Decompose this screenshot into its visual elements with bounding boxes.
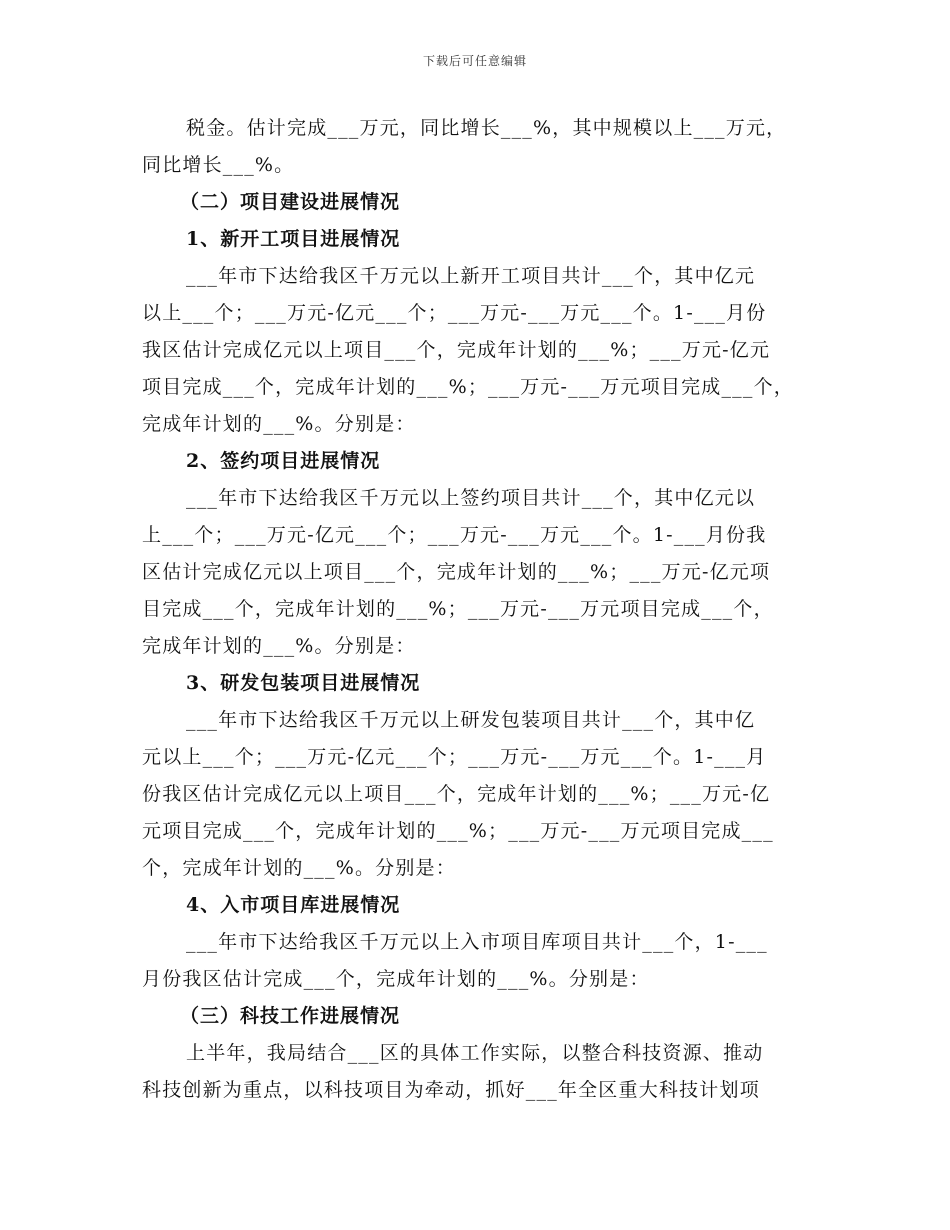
paragraph-line: 税金。估计完成___万元，同比增长___%，其中规模以上___万元， <box>186 117 787 139</box>
subsection-heading: 4、入市项目库进展情况 <box>186 894 401 916</box>
paragraph-line: ___年市下达给我区千万元以上签约项目共计___个，其中亿元以 <box>186 487 756 509</box>
paragraph-line: ___年市下达给我区千万元以上入市项目库项目共计___个，1-___ <box>186 931 768 953</box>
paragraph-line: 上半年，我局结合___区的具体工作实际，以整合科技资源、推动 <box>186 1042 764 1064</box>
paragraph-line: 目完成___个，完成年计划的___%；___万元-___万元项目完成___个， <box>142 598 774 620</box>
paragraph-line: 区估计完成亿元以上项目___个，完成年计划的___%；___万元-亿元项 <box>142 561 771 583</box>
subsection-heading: 2、签约项目进展情况 <box>186 450 381 472</box>
paragraph-line: 完成年计划的___%。分别是： <box>142 413 416 435</box>
paragraph-line: 份我区估计完成亿元以上项目___个，完成年计划的___%；___万元-亿 <box>142 783 771 805</box>
paragraph-line: 元项目完成___个，完成年计划的___%；___万元-___万元项目完成___ <box>142 820 774 842</box>
paragraph-line: 科技创新为重点，以科技项目为牵动，抓好___年全区重大科技计划项 <box>142 1079 760 1101</box>
subsection-heading: 1、新开工项目进展情况 <box>186 228 401 250</box>
subsection-heading: 3、研发包装项目进展情况 <box>186 672 421 694</box>
paragraph-line: ___年市下达给我区千万元以上新开工项目共计___个，其中亿元 <box>186 265 756 287</box>
paragraph-line: 个，完成年计划的___%。分别是： <box>142 857 456 879</box>
paragraph-line: ___年市下达给我区千万元以上研发包装项目共计___个，其中亿 <box>186 709 756 731</box>
document-body <box>142 110 810 1109</box>
paragraph-line: 完成年计划的___%。分别是： <box>142 635 416 657</box>
paragraph-line: 元以上___个；___万元-亿元___个；___万元-___万元___个。1-___月 <box>142 746 767 768</box>
paragraph-line: 以上___个；___万元-亿元___个；___万元-___万元___个。1-___月份 <box>142 302 767 324</box>
page-header: 下载后可任意编辑 <box>422 54 527 68</box>
paragraph-line: 项目完成___个，完成年计划的___%；___万元-___万元项目完成___个， <box>142 376 794 398</box>
paragraph-line: 同比增长___%。 <box>142 154 295 176</box>
paragraph-line: 月份我区估计完成___个，完成年计划的___%。分别是： <box>142 968 650 990</box>
section-heading: （三）科技工作进展情况 <box>180 1005 401 1027</box>
paragraph-line: 我区估计完成亿元以上项目___个，完成年计划的___%；___万元-亿元 <box>142 339 771 361</box>
section-heading: （二）项目建设进展情况 <box>180 191 401 213</box>
paragraph-line: 上___个；___万元-亿元___个；___万元-___万元___个。1-___月份我 <box>142 524 767 546</box>
